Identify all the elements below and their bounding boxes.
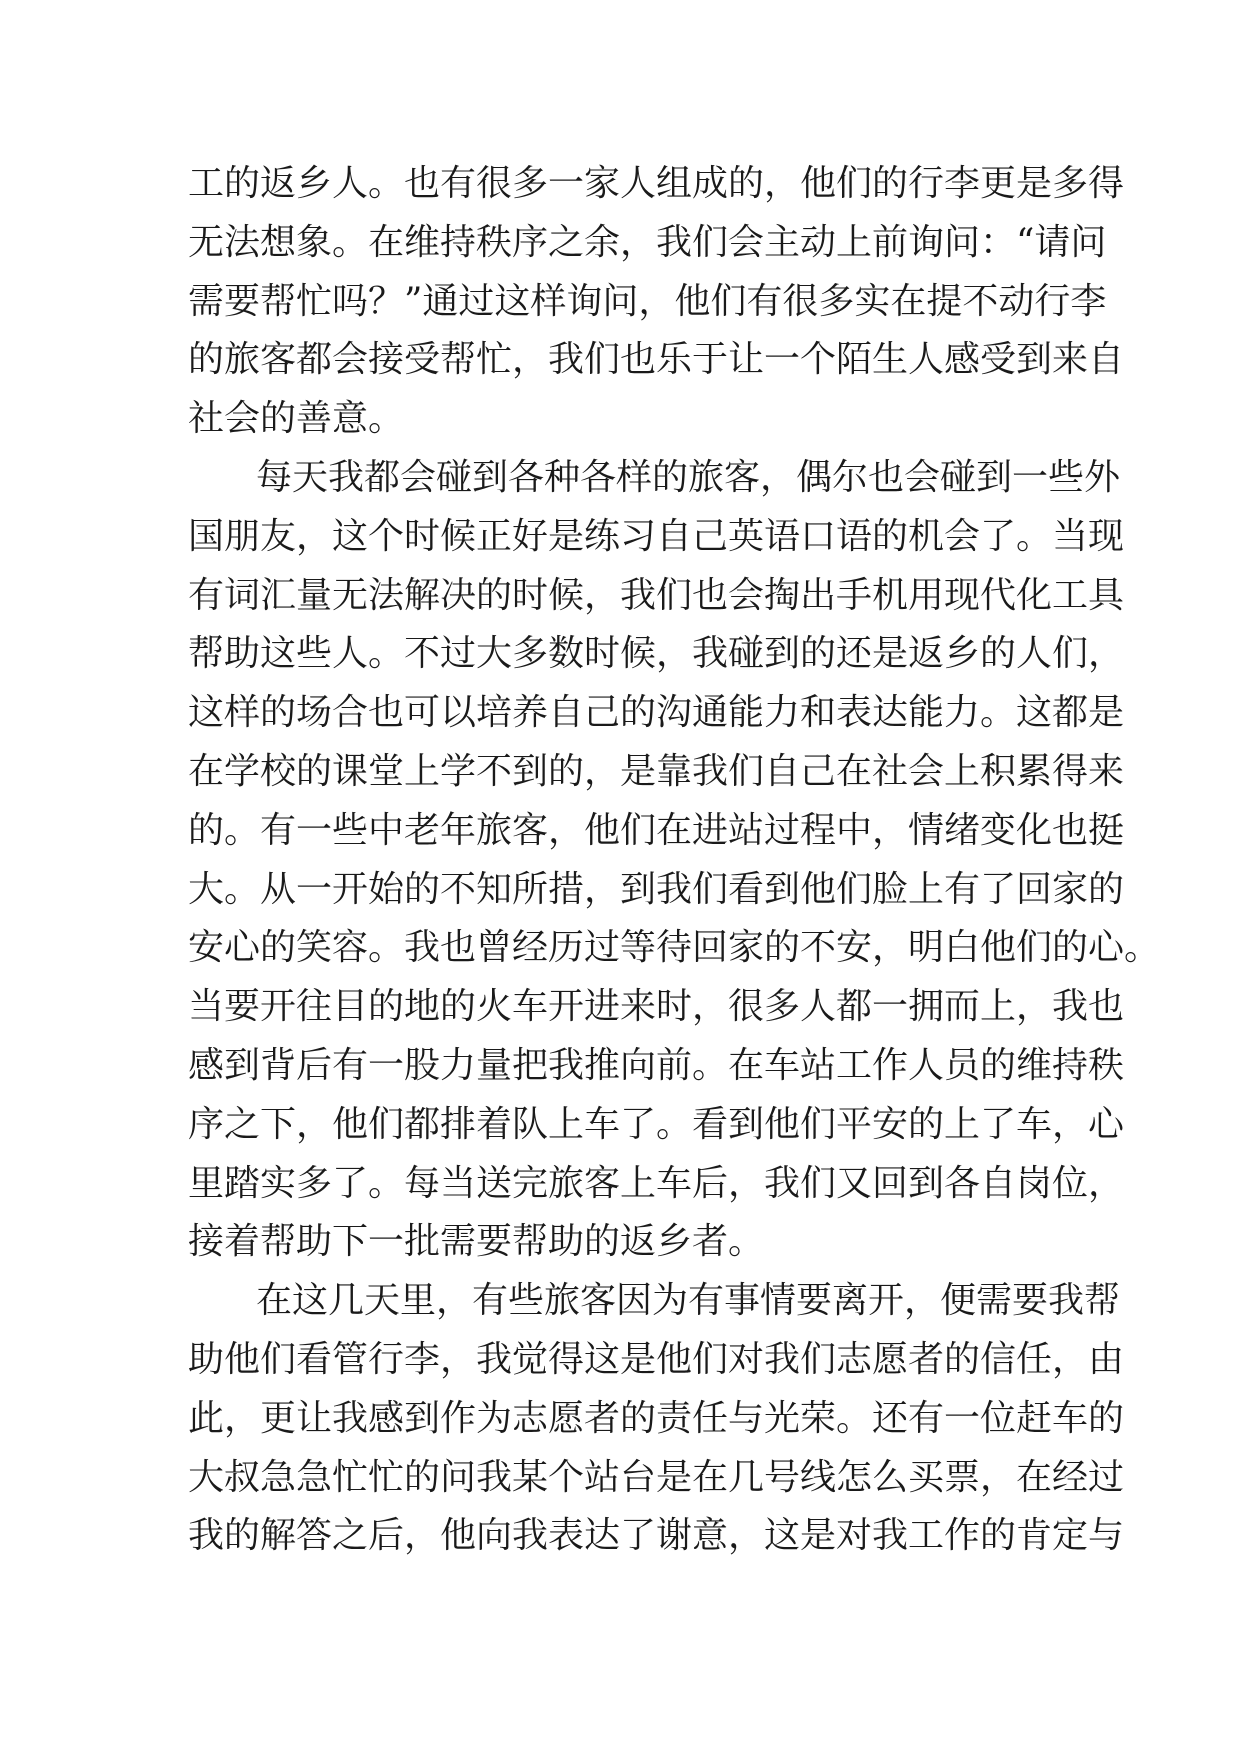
text-line: 这样的场合也可以培养自己的沟通能力和表达能力。这都是 — [188, 692, 1125, 734]
text-line: 序之下，他们都排着队上车了。看到他们平安的上了车，心 — [188, 1103, 1125, 1145]
text-line: 有词汇量无法解决的时候，我们也会掏出手机用现代化工具 — [188, 574, 1125, 616]
text-line: 国朋友，这个时候正好是练习自己英语口语的机会了。当现 — [188, 515, 1125, 557]
text-line: 的旅客都会接受帮忙，我们也乐于让一个陌生人感受到来自 — [188, 339, 1125, 381]
text-line: 在学校的课堂上学不到的，是靠我们自己在社会上积累得来 — [188, 750, 1125, 792]
text-line: 无法想象。在维持秩序之余，我们会主动上前询问：“请问 — [188, 221, 1107, 263]
text-line: 里踏实多了。每当送完旅客上车后，我们又回到各自岗位， — [188, 1162, 1125, 1204]
text-line: 当要开往目的地的火车开进来时，很多人都一拥而上，我也 — [188, 986, 1125, 1028]
paragraph — [188, 155, 1125, 449]
paragraph — [188, 449, 1161, 1272]
text-line: 安心的笑容。我也曾经历过等待回家的不安，明白他们的心。 — [188, 927, 1161, 969]
text-line: 每天我都会碰到各种各样的旅客，偶尔也会碰到一些外 — [256, 456, 1121, 498]
body-text — [188, 155, 1161, 1566]
text-line: 此，更让我感到作为志愿者的责任与光荣。还有一位赶车的 — [188, 1397, 1125, 1439]
text-line: 我的解答之后，他向我表达了谢意，这是对我工作的肯定与 — [188, 1515, 1125, 1557]
text-line: 工的返乡人。也有很多一家人组成的，他们的行李更是多得 — [188, 163, 1125, 204]
text-line: 的。有一些中老年旅客，他们在进站过程中，情绪变化也挺 — [188, 809, 1125, 851]
text-line: 感到背后有一股力量把我推向前。在车站工作人员的维持秩 — [188, 1044, 1125, 1086]
text-line: 需要帮忙吗？”通过这样询问，他们有很多实在提不动行李 — [188, 280, 1107, 322]
text-line: 帮助这些人。不过大多数时候，我碰到的还是返乡的人们， — [188, 633, 1125, 675]
text-line: 助他们看管行李，我觉得这是他们对我们志愿者的信任，由 — [188, 1338, 1125, 1380]
text-line: 大叔急急忙忙的问我某个站台是在几号线怎么买票，在经过 — [188, 1456, 1125, 1498]
text-line: 大。从一开始的不知所措，到我们看到他们脸上有了回家的 — [188, 868, 1125, 910]
text-line: 社会的善意。 — [188, 398, 405, 440]
text-line: 在这几天里，有些旅客因为有事情要离开，便需要我帮 — [256, 1280, 1121, 1322]
text-line: 接着帮助下一批需要帮助的返乡者。 — [188, 1221, 765, 1263]
paragraph — [188, 1272, 1125, 1566]
